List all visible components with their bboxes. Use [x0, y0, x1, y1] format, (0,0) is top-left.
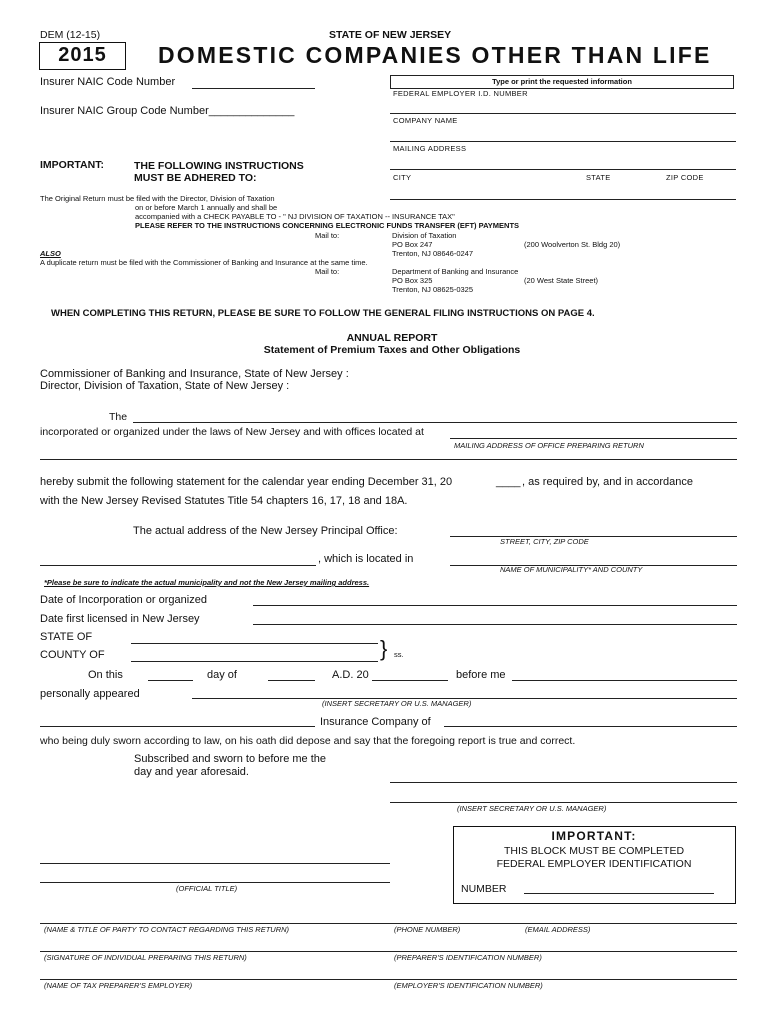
- municipality-note: *Please be sure to indicate the actual municipality and not the New Jersey mailing address.: [44, 578, 370, 587]
- state-heading: STATE OF NEW JERSEY: [329, 29, 452, 41]
- duplicate-return-text: A duplicate return must be filed with the Commissioner of Banking and Insurance at the same time.: [40, 258, 368, 267]
- zip-label: ZIP CODE: [666, 173, 704, 182]
- state-of-label: STATE OF: [40, 631, 93, 643]
- phone-caption: (PHONE NUMBER): [394, 925, 461, 934]
- naic-code-field[interactable]: [192, 88, 315, 89]
- contact-line[interactable]: [40, 923, 737, 924]
- incorporation-date-label: Date of Incorporation or organized: [40, 594, 207, 606]
- signature-caption: (SIGNATURE OF INDIVIDUAL PREPARING THIS RETURN): [44, 953, 247, 962]
- addressee-commissioner: Commissioner of Banking and Insurance, State of New Jersey :: [40, 368, 349, 380]
- municipality-caption: NAME OF MUNICIPALITY* AND COUNTY: [500, 565, 643, 574]
- company-name-label: COMPANY NAME: [393, 116, 458, 125]
- tax-address-1: Division of Taxation: [392, 231, 457, 240]
- city-state-zip-field[interactable]: [390, 199, 736, 200]
- employer-caption: (NAME OF TAX PREPARER'S EMPLOYER): [44, 981, 193, 990]
- statutes-text: with the New Jersey Revised Statutes Title 54 chapters 16, 17, 18 and 18A.: [40, 495, 408, 507]
- year-box: 2015: [39, 42, 126, 70]
- instr-line1: The Original Return must be filed with the Director, Division of Taxation: [40, 194, 275, 203]
- day-field[interactable]: [148, 680, 193, 681]
- signature-preparer-line[interactable]: [40, 951, 737, 952]
- page-title: DOMESTIC COMPANIES OTHER THAN LIFE: [158, 42, 712, 68]
- month-field[interactable]: [268, 680, 315, 681]
- employer-line[interactable]: [40, 979, 737, 980]
- dobi-address-1: Department of Banking and Insurance: [392, 267, 519, 276]
- office-address-line[interactable]: [450, 438, 737, 439]
- hereby-text: hereby submit the following statement for the calendar year ending December 31, 20: [40, 476, 453, 488]
- before-me-label: before me: [456, 669, 506, 681]
- report-subtitle: Statement of Premium Taxes and Other Obligations: [263, 344, 521, 356]
- before-me-field[interactable]: [512, 680, 737, 681]
- licensed-date-label: Date first licensed in New Jersey: [40, 613, 200, 625]
- instr-line3: accompanied with a CHECK PAYABLE TO - " NJ DIVISION OF TAXATION -- INSURANCE TAX": [135, 212, 455, 221]
- county-of-label: COUNTY OF: [40, 649, 105, 661]
- mailing-address-field[interactable]: [390, 169, 736, 170]
- dobi-address-street: (20 West State Street): [524, 276, 599, 285]
- official-title-caption: (OFFICIAL TITLE): [176, 884, 238, 893]
- important-line1: THE FOLLOWING INSTRUCTIONS: [134, 160, 304, 172]
- tax-address-street: (200 Woolverton St. Bldg 20): [524, 240, 621, 249]
- naic-code-label: Insurer NAIC Code Number: [40, 76, 176, 88]
- state-of-field[interactable]: [131, 643, 378, 644]
- form-code: DEM (12-15): [40, 29, 101, 41]
- important-box-line2: FEDERAL EMPLOYER IDENTIFICATION: [496, 858, 692, 870]
- mail-to-label: Mail to:: [315, 231, 340, 240]
- fein-number-field[interactable]: [524, 893, 714, 894]
- ad-year-field[interactable]: [372, 680, 448, 681]
- instr-eft: PLEASE REFER TO THE INSTRUCTIONS CONCERNING ELECTRONIC FUNDS TRANSFER (EFT) PAYMENTS: [135, 221, 520, 230]
- signature-line-2[interactable]: [390, 802, 737, 803]
- insurance-company-field[interactable]: [40, 726, 315, 727]
- important-label: IMPORTANT:: [40, 159, 104, 171]
- signature-line-1[interactable]: [390, 782, 737, 783]
- mail-to-label-2: Mail to:: [315, 267, 340, 276]
- fein-field[interactable]: [390, 113, 736, 114]
- principal-office-line-2[interactable]: [40, 565, 316, 566]
- important-line2: MUST BE ADHERED TO:: [134, 172, 257, 184]
- company-name-field[interactable]: [390, 141, 736, 142]
- report-title: ANNUAL REPORT: [346, 332, 438, 344]
- bracket-brace: }: [380, 636, 388, 661]
- day-of-label: day of: [207, 669, 237, 681]
- contact-caption: (NAME & TITLE OF PARTY TO CONTACT REGARDING THIS RETURN): [44, 925, 290, 934]
- type-instruction: Type or print the requested information: [492, 77, 632, 86]
- company-name-line[interactable]: [133, 422, 737, 423]
- ad-label: A.D. 20: [332, 669, 369, 681]
- dobi-address-2: PO Box 325: [392, 276, 433, 285]
- general-filing-note: WHEN COMPLETING THIS RETURN, PLEASE BE SURE TO FOLLOW THE GENERAL FILING INSTRUCTIONS ON PAGE 4.: [51, 308, 595, 319]
- the-label: The: [109, 411, 128, 423]
- incorporation-date-field[interactable]: [253, 605, 737, 606]
- manager-caption: (INSERT SECRETARY OR U.S. MANAGER): [322, 699, 472, 708]
- fein-label: FEDERAL EMPLOYER I.D. NUMBER: [393, 89, 528, 98]
- county-of-field[interactable]: [131, 661, 378, 662]
- mailing-address-label: MAILING ADDRESS: [393, 144, 467, 153]
- instr-line2: on or before March 1 annually and shall be: [135, 203, 278, 212]
- year-blank[interactable]: ____: [496, 476, 521, 488]
- addressee-director: Director, Division of Taxation, State of New Jersey :: [40, 380, 290, 392]
- state-label: STATE: [586, 173, 611, 182]
- official-line-1[interactable]: [40, 863, 390, 864]
- personally-appeared-label: personally appeared: [40, 688, 140, 700]
- actual-address-label: The actual address of the New Jersey Principal Office:: [133, 525, 398, 537]
- fein-number-label: NUMBER: [461, 883, 507, 895]
- subscribed-line2: day and year aforesaid.: [134, 766, 249, 778]
- tax-address-3: Trenton, NJ 08646-0247: [392, 249, 474, 258]
- dobi-address-3: Trenton, NJ 08625-0325: [392, 285, 474, 294]
- email-caption: (EMAIL ADDRESS): [525, 925, 591, 934]
- preparer-id-caption: (PREPARER'S IDENTIFICATION NUMBER): [394, 953, 542, 962]
- licensed-date-field[interactable]: [253, 624, 737, 625]
- ss-label: ss.: [394, 650, 404, 659]
- tax-address-2: PO Box 247: [392, 240, 433, 249]
- street-caption: STREET, CITY, ZIP CODE: [500, 537, 589, 546]
- type-instruction-box: [390, 75, 734, 89]
- sworn-statement: who being duly sworn according to law, on his oath did depose and say that the foregoing report is true and correct.: [40, 735, 576, 747]
- also-label: ALSO: [40, 249, 61, 258]
- insurance-company-label: Insurance Company of: [320, 716, 431, 728]
- mailing-office-caption: MAILING ADDRESS OF OFFICE PREPARING RETURN: [454, 441, 644, 450]
- naic-group-label: Insurer NAIC Group Code Number______________: [40, 105, 295, 117]
- office-address-line-2[interactable]: [40, 459, 737, 460]
- official-line-2[interactable]: [40, 882, 390, 883]
- on-this-label: On this: [88, 669, 123, 681]
- hereby-end: , as required by, and in accordance: [522, 476, 694, 488]
- subscribed-line1: Subscribed and sworn to before me the: [134, 753, 327, 765]
- insurance-company-state-field[interactable]: [444, 726, 737, 727]
- city-label: CITY: [393, 173, 412, 182]
- important-box: [453, 826, 736, 904]
- manager-caption-2: (INSERT SECRETARY OR U.S. MANAGER): [457, 804, 607, 813]
- incorporated-text: incorporated or organized under the laws of New Jersey and with offices located at: [40, 426, 424, 438]
- employer-id-caption: (EMPLOYER'S IDENTIFICATION NUMBER): [394, 981, 543, 990]
- located-in-label: , which is located in: [318, 553, 414, 565]
- important-box-line1: THIS BLOCK MUST BE COMPLETED: [503, 845, 685, 857]
- principal-office-line[interactable]: [450, 536, 737, 537]
- important-box-title: IMPORTANT:: [551, 829, 637, 843]
